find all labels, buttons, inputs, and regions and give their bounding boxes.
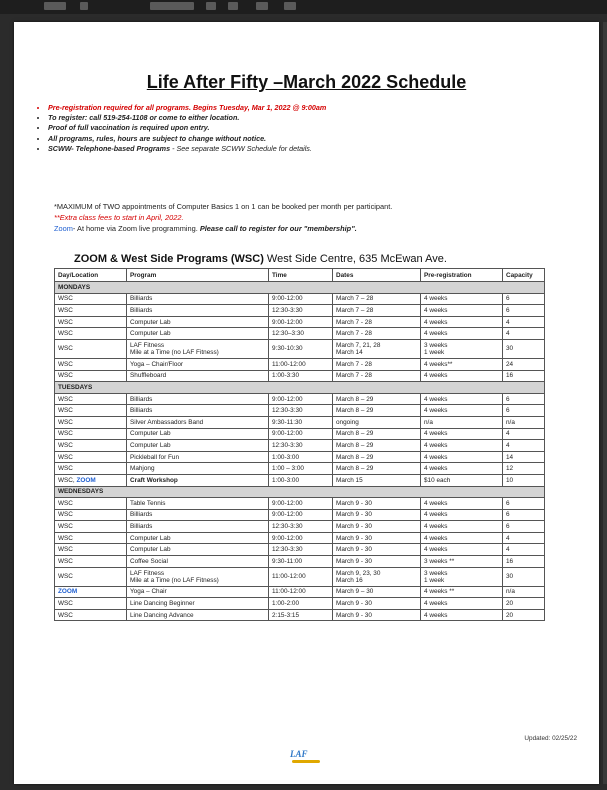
table-cell: Billiards bbox=[127, 521, 269, 533]
day-row bbox=[55, 382, 545, 394]
table-cell: 1:00-3:00 bbox=[269, 451, 333, 463]
table-row bbox=[55, 358, 545, 370]
table-row bbox=[55, 474, 545, 486]
table-cell: 16 bbox=[503, 556, 545, 568]
bullet-item bbox=[48, 113, 588, 123]
table-cell: Computer Lab bbox=[127, 440, 269, 452]
table-cell: Shuffleboard bbox=[127, 370, 269, 382]
table-row bbox=[55, 316, 545, 328]
table-row bbox=[55, 370, 545, 382]
table-cell: 4 weeks bbox=[421, 428, 503, 440]
column-header: Day/Location bbox=[55, 269, 127, 282]
table-cell: 20 bbox=[503, 609, 545, 621]
table-cell: March 7 - 28 bbox=[333, 328, 421, 340]
max-note: *MAXIMUM of TWO appointments of Computer Basics 1 on 1 can be booked per month per participant. bbox=[54, 202, 393, 211]
table-cell: WSC bbox=[55, 358, 127, 370]
table-cell: WSC bbox=[55, 405, 127, 417]
day-row bbox=[55, 282, 545, 294]
table-cell: 20 bbox=[503, 598, 545, 610]
table-cell: 6 bbox=[503, 521, 545, 533]
table-cell: 1:00-3:00 bbox=[269, 474, 333, 486]
toolbar-icon[interactable] bbox=[80, 2, 88, 10]
viewer-toolbar bbox=[0, 0, 607, 14]
day-row bbox=[55, 486, 545, 498]
table-cell: 4 weeks bbox=[421, 544, 503, 556]
table-cell: 9:00-12:00 bbox=[269, 532, 333, 544]
table-cell: n/a bbox=[421, 416, 503, 428]
table-cell: 12:30-3:30 bbox=[269, 521, 333, 533]
table-cell: March 9 - 30 bbox=[333, 609, 421, 621]
table-cell: WSC bbox=[55, 567, 127, 586]
table-cell: Billiards bbox=[127, 393, 269, 405]
zoom-location: ZOOM bbox=[76, 476, 96, 484]
table-cell: Computer Lab bbox=[127, 428, 269, 440]
table-cell: WSC bbox=[55, 416, 127, 428]
table-cell: March 8 – 29 bbox=[333, 428, 421, 440]
table-cell: March 9 – 30 bbox=[333, 586, 421, 598]
table-cell: March 7 - 28 bbox=[333, 358, 421, 370]
table-cell: WSC bbox=[55, 440, 127, 452]
table-row bbox=[55, 544, 545, 556]
bullet-rest: - See separate SCWW Schedule for details. bbox=[170, 143, 312, 153]
table-cell: 9:00-12:00 bbox=[269, 393, 333, 405]
table-cell: Computer Lab bbox=[127, 544, 269, 556]
table-cell: LAF Fitness Mile at a Time (no LAF Fitness) bbox=[127, 567, 269, 586]
table-cell: Pickleball for Fun bbox=[127, 451, 269, 463]
table-cell: Silver Ambassadors Band bbox=[127, 416, 269, 428]
table-cell: 10 bbox=[503, 474, 545, 486]
table-cell: 6 bbox=[503, 393, 545, 405]
table-cell: Craft Workshop bbox=[127, 474, 269, 486]
table-cell: 9:00-12:00 bbox=[269, 316, 333, 328]
table-row bbox=[55, 532, 545, 544]
table-cell: 4 bbox=[503, 544, 545, 556]
table-cell: Line Dancing Beginner bbox=[127, 598, 269, 610]
table-cell: WSC bbox=[55, 305, 127, 317]
table-cell: Billiards bbox=[127, 509, 269, 521]
day-label: MONDAYS bbox=[55, 282, 545, 294]
column-header: Dates bbox=[333, 269, 421, 282]
table-cell: 4 bbox=[503, 328, 545, 340]
table-cell: Mahjong bbox=[127, 463, 269, 475]
location-text: WSC, bbox=[58, 476, 77, 484]
table-cell: 12:30-3:30 bbox=[269, 544, 333, 556]
table-cell: March 9 - 30 bbox=[333, 598, 421, 610]
table-cell: March 9 - 30 bbox=[333, 498, 421, 510]
table-cell: 4 weeks bbox=[421, 451, 503, 463]
table-cell: WSC bbox=[55, 428, 127, 440]
toolbar-icon[interactable] bbox=[256, 2, 268, 10]
toolbar-icon[interactable] bbox=[150, 2, 194, 10]
table-cell: LAF Fitness Mile at a Time (no LAF Fitness) bbox=[127, 339, 269, 358]
table-cell: WSC bbox=[55, 370, 127, 382]
toolbar-icon[interactable] bbox=[44, 2, 66, 10]
table-row bbox=[55, 405, 545, 417]
zoom-text: - At home via Zoom live programming. bbox=[72, 223, 200, 233]
table-cell: 12:30-3:30 bbox=[269, 305, 333, 317]
table-cell: 9:00-12:00 bbox=[269, 293, 333, 305]
table-cell: 1:00 – 3:00 bbox=[269, 463, 333, 475]
table-cell: WSC bbox=[55, 521, 127, 533]
table-cell: 3 weeks ** bbox=[421, 556, 503, 568]
table-cell: 4 weeks** bbox=[421, 358, 503, 370]
zoom-note bbox=[54, 224, 574, 235]
table-cell: WSC bbox=[55, 509, 127, 521]
table-cell: 4 bbox=[503, 316, 545, 328]
toolbar-icon[interactable] bbox=[284, 2, 296, 10]
table-row bbox=[55, 328, 545, 340]
table-cell: WSC bbox=[55, 316, 127, 328]
table-row bbox=[55, 521, 545, 533]
table-cell: March 15 bbox=[333, 474, 421, 486]
laf-logo bbox=[290, 749, 324, 767]
table-cell: WSC bbox=[55, 451, 127, 463]
table-cell: WSC bbox=[55, 293, 127, 305]
table-cell: March 7 – 28 bbox=[333, 293, 421, 305]
bullet-item bbox=[48, 103, 588, 113]
table-cell: March 7 – 28 bbox=[333, 305, 421, 317]
table-cell: 4 weeks bbox=[421, 463, 503, 475]
table-cell: 4 weeks bbox=[421, 328, 503, 340]
table-cell: Line Dancing Advance bbox=[127, 609, 269, 621]
table-cell: Billiards bbox=[127, 293, 269, 305]
schedule-table bbox=[54, 268, 545, 621]
table-cell: WSC bbox=[55, 463, 127, 475]
table-cell: 6 bbox=[503, 509, 545, 521]
table-cell: 11:00-12:00 bbox=[269, 358, 333, 370]
table-cell: 9:00-12:00 bbox=[269, 498, 333, 510]
table-row bbox=[55, 451, 545, 463]
table-cell: 12:30–3:30 bbox=[269, 328, 333, 340]
table-row bbox=[55, 463, 545, 475]
table-cell: 2:15-3:15 bbox=[269, 609, 333, 621]
table-cell: WSC bbox=[55, 393, 127, 405]
table-cell: n/a bbox=[503, 416, 545, 428]
page-title: Life After Fifty –March 2022 Schedule bbox=[146, 72, 467, 92]
section-heading-rest: West Side Centre, 635 McEwan Ave. bbox=[263, 253, 447, 265]
document-page bbox=[14, 22, 599, 784]
table-cell: WSC bbox=[55, 609, 127, 621]
table-cell: 3 weeks 1 week bbox=[421, 339, 503, 358]
table-cell: 4 weeks bbox=[421, 509, 503, 521]
table-cell: 4 weeks bbox=[421, 370, 503, 382]
table-cell: Billiards bbox=[127, 405, 269, 417]
section-heading-bold: ZOOM & West Side Programs (WSC) bbox=[74, 253, 264, 265]
toolbar-icon[interactable] bbox=[206, 2, 216, 10]
table-cell: 9:00-12:00 bbox=[269, 509, 333, 521]
column-header: Capacity bbox=[503, 269, 545, 282]
table-cell: 12:30-3:30 bbox=[269, 405, 333, 417]
table-cell: March 9, 23, 30 March 16 bbox=[333, 567, 421, 586]
table-cell: Computer Lab bbox=[127, 532, 269, 544]
table-cell: March 9 - 30 bbox=[333, 544, 421, 556]
table-cell: 6 bbox=[503, 305, 545, 317]
table-row bbox=[55, 393, 545, 405]
table-cell: Computer Lab bbox=[127, 328, 269, 340]
table-cell: March 8 – 29 bbox=[333, 440, 421, 452]
table-cell: 4 weeks bbox=[421, 440, 503, 452]
info-bullets bbox=[34, 103, 588, 154]
table-cell: 12:30-3:30 bbox=[269, 440, 333, 452]
table-cell: 9:30-10:30 bbox=[269, 339, 333, 358]
table-row bbox=[55, 598, 545, 610]
table-cell: 24 bbox=[503, 358, 545, 370]
table-cell: WSC bbox=[55, 544, 127, 556]
bullet-item bbox=[48, 123, 588, 133]
table-cell: Computer Lab bbox=[127, 316, 269, 328]
table-cell: March 9 - 30 bbox=[333, 556, 421, 568]
bullet-lead: Pre-registration required for all programs. Begins Tuesday, Mar 1, 2022 @ 9:00am bbox=[48, 103, 327, 112]
scrollbar[interactable] bbox=[603, 22, 607, 784]
column-header: Time bbox=[269, 269, 333, 282]
table-cell: 9:30-11:30 bbox=[269, 416, 333, 428]
table-cell: 4 weeks bbox=[421, 609, 503, 621]
table-cell: WSC bbox=[55, 556, 127, 568]
table-cell: March 7, 21, 28 March 14 bbox=[333, 339, 421, 358]
table-row bbox=[55, 498, 545, 510]
table-row bbox=[55, 509, 545, 521]
table-row bbox=[55, 609, 545, 621]
table-cell: 11:00-12:00 bbox=[269, 586, 333, 598]
table-cell: 6 bbox=[503, 293, 545, 305]
zoom-label: Zoom bbox=[54, 223, 73, 233]
table-cell: 30 bbox=[503, 339, 545, 358]
table-cell: March 8 – 29 bbox=[333, 463, 421, 475]
table-cell: 11:00-12:00 bbox=[269, 567, 333, 586]
table-cell: 4 weeks bbox=[421, 498, 503, 510]
table-cell: ongoing bbox=[333, 416, 421, 428]
table-cell: WSC bbox=[55, 598, 127, 610]
table-cell: March 7 - 28 bbox=[333, 316, 421, 328]
table-cell: 4 weeks bbox=[421, 316, 503, 328]
table-cell: 3 weeks 1 week bbox=[421, 567, 503, 586]
bullet-item bbox=[48, 144, 588, 154]
table-cell: $10 each bbox=[421, 474, 503, 486]
table-cell bbox=[55, 474, 127, 486]
bullet-lead: Proof of full vaccination is required upon entry. bbox=[48, 123, 210, 133]
table-cell: March 7 - 28 bbox=[333, 370, 421, 382]
table-cell: Yoga – Chair bbox=[127, 586, 269, 598]
table-cell: 4 bbox=[503, 428, 545, 440]
logo-text: LAF bbox=[290, 749, 308, 759]
table-cell: 1:00-2:00 bbox=[269, 598, 333, 610]
table-cell: March 9 - 30 bbox=[333, 521, 421, 533]
column-header: Pre-registration bbox=[421, 269, 503, 282]
table-cell: March 8 – 29 bbox=[333, 451, 421, 463]
table-cell: 6 bbox=[503, 498, 545, 510]
table-cell: 4 weeks bbox=[421, 521, 503, 533]
table-row bbox=[55, 440, 545, 452]
table-cell: March 9 - 30 bbox=[333, 532, 421, 544]
table-cell: 6 bbox=[503, 405, 545, 417]
table-cell: 14 bbox=[503, 451, 545, 463]
table-cell: Billiards bbox=[127, 305, 269, 317]
table-header bbox=[55, 269, 545, 282]
table-cell: ZOOM bbox=[55, 586, 127, 598]
table-row bbox=[55, 556, 545, 568]
bullet-lead: All programs, rules, hours are subject to change without notice. bbox=[48, 133, 267, 143]
table-row bbox=[55, 293, 545, 305]
table-cell: 4 weeks bbox=[421, 293, 503, 305]
table-cell: 9:30-11:00 bbox=[269, 556, 333, 568]
section-heading bbox=[74, 253, 447, 265]
day-label: TUESDAYS bbox=[55, 382, 545, 394]
table-cell: Coffee Social bbox=[127, 556, 269, 568]
toolbar-icon[interactable] bbox=[228, 2, 238, 10]
bullet-item bbox=[48, 134, 588, 144]
table-cell: 16 bbox=[503, 370, 545, 382]
table-row bbox=[55, 567, 545, 586]
table-cell: 30 bbox=[503, 567, 545, 586]
table-cell: Table Tennis bbox=[127, 498, 269, 510]
table-cell: 4 bbox=[503, 440, 545, 452]
extra-fee-note: **Extra class fees to start in April, 2022. bbox=[54, 212, 184, 222]
table-cell: 4 bbox=[503, 532, 545, 544]
zoom-bold: Please call to register for our "membership". bbox=[199, 223, 357, 233]
table-cell: 4 weeks bbox=[421, 393, 503, 405]
table-cell: n/a bbox=[503, 586, 545, 598]
notes bbox=[54, 202, 574, 234]
table-row bbox=[55, 339, 545, 358]
table-row bbox=[55, 305, 545, 317]
table-cell: 4 weeks bbox=[421, 405, 503, 417]
day-label: WEDNESDAYS bbox=[55, 486, 545, 498]
logo-swoosh-icon bbox=[292, 760, 320, 763]
table-cell: 9:00-12:00 bbox=[269, 428, 333, 440]
table-cell: March 8 – 29 bbox=[333, 405, 421, 417]
table-row bbox=[55, 586, 545, 598]
table-cell: March 9 - 30 bbox=[333, 509, 421, 521]
table-cell: 1:00-3:30 bbox=[269, 370, 333, 382]
table-cell: WSC bbox=[55, 532, 127, 544]
table-cell: 4 weeks bbox=[421, 532, 503, 544]
table-cell: Yoga – Chair/Floor bbox=[127, 358, 269, 370]
table-cell: WSC bbox=[55, 339, 127, 358]
table-cell: 4 weeks ** bbox=[421, 586, 503, 598]
table-row bbox=[55, 416, 545, 428]
bullet-lead: To register: call 519-254-1108 or come to either location. bbox=[48, 113, 240, 123]
table-cell: 4 weeks bbox=[421, 598, 503, 610]
table-cell: WSC bbox=[55, 328, 127, 340]
bullet-lead: SCWW- Telephone-based Programs bbox=[48, 143, 171, 153]
table-cell: 12 bbox=[503, 463, 545, 475]
table-cell: WSC bbox=[55, 498, 127, 510]
table-row bbox=[55, 428, 545, 440]
table-cell: March 8 – 29 bbox=[333, 393, 421, 405]
table-cell: 4 weeks bbox=[421, 305, 503, 317]
column-header: Program bbox=[127, 269, 269, 282]
updated-date: Updated: 02/25/22 bbox=[524, 735, 577, 742]
